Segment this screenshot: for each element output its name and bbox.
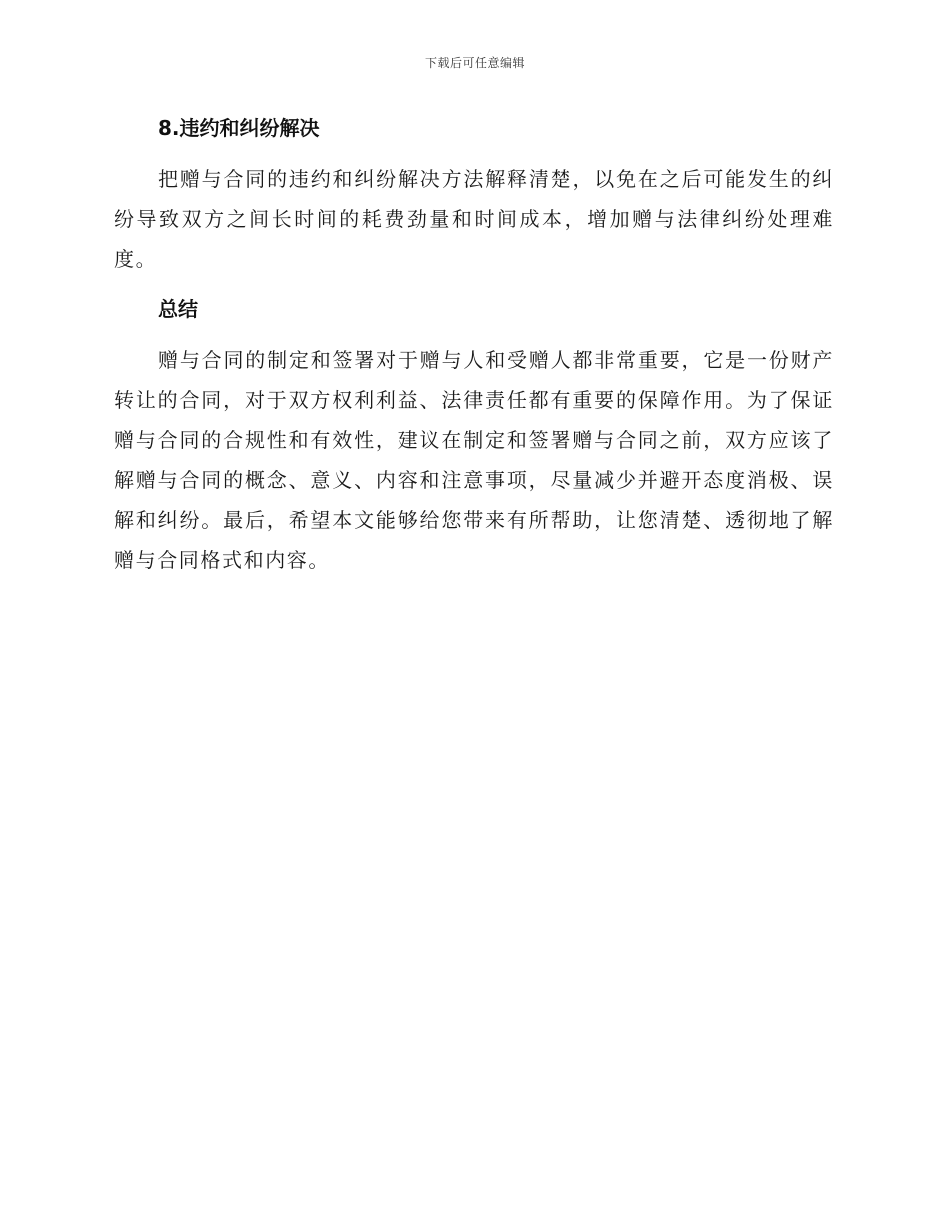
section-heading-breach-dispute: 8.违约和纠纷解决 <box>158 116 320 140</box>
document-body <box>114 108 834 580</box>
page-header: 下载后可任意编辑 <box>424 56 525 70</box>
section-paragraph-breach-dispute: 把赠与合同的违约和纠纷解决方法解释清楚，以免在之后可能发生的纠纷导致双方之间长时间的耗费劲量和时间成本，增加赠与法律纠纷处理难度。 <box>114 167 834 271</box>
section-heading-summary: 总结 <box>158 297 198 321</box>
section-paragraph-summary: 赠与合同的制定和签署对于赠与人和受赠人都非常重要，它是一份财产转让的合同，对于双方权利利益、法律责任都有重要的保障作用。为了保证赠与合同的合规性和有效性，建议在制定和签署赠与合同之前，双方应该了解赠与合同的概念、意义、内容和注意事项，尽量减少并避开态度消极、误解和纠纷。最后，希望本文能够给您带来有所帮助，让您清楚、透彻地了解赠与合同格式和内容。 <box>114 348 834 572</box>
